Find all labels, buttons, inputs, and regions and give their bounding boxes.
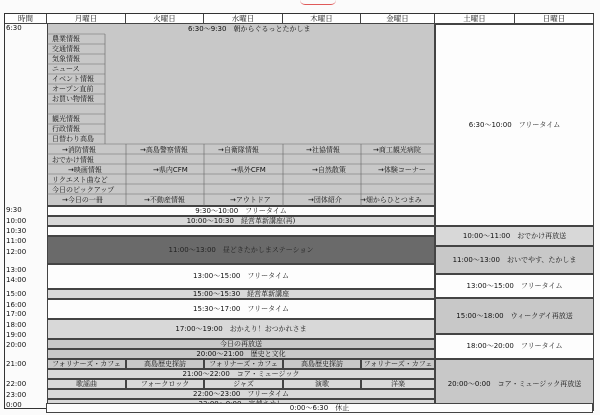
time-label: 12:00 <box>6 248 27 256</box>
morning-sub-item: →県外CFM <box>231 166 266 174</box>
morning-sub-item: →自衛隊情報 <box>218 146 259 154</box>
weekend-odekake-rerun: 10:00〜11:00 おでかけ再放送 <box>435 226 594 246</box>
morning-item: ニュース <box>52 65 80 73</box>
program-blank-1030 <box>47 226 435 236</box>
time-label: 9:30 <box>6 206 22 214</box>
program-yogaku: 洋楽 <box>361 379 435 389</box>
morning-sub-item: →社協情報 <box>306 146 340 154</box>
program-folk-rock: フォークロック <box>126 379 204 389</box>
morning-item: おでかけ情報 <box>52 156 94 164</box>
program-keiei-rerun: 10:00〜10:30 経営革新講座(再) <box>47 216 435 226</box>
morning-item: 日替わり高島 <box>52 135 94 143</box>
program-hirudoki-station: 11:00〜13:00 昼どきたかしまステーション <box>47 236 435 264</box>
program-foreigners-cafe: フォリナーズ・カフェ <box>47 359 126 369</box>
weekend-free-1300: 13:00〜15:00 フリータイム <box>435 274 594 298</box>
program-free-1300: 13:00〜15:00 フリータイム <box>47 264 435 289</box>
time-label: 0:00 <box>6 401 22 409</box>
morning-item: 農業情報 <box>52 35 80 43</box>
morning-title: 6:30〜9:30 朝からぐるっとたかしま <box>188 25 311 33</box>
time-header: 時間 <box>5 14 47 24</box>
program-foreigners-cafe: フォリナーズ・カフェ <box>361 359 435 369</box>
morning-sub-item: →県内CFM <box>153 166 188 174</box>
program-rest: 0:00〜6:30 休止 <box>46 403 593 413</box>
program-enka: 演歌 <box>283 379 361 389</box>
weekend-oideyasu: 11:00〜13:00 おいでやす、たかしま <box>435 246 594 274</box>
morning-item: 観光情報 <box>52 115 80 123</box>
day-header-sun: 日曜日 <box>515 14 594 24</box>
day-header-tue: 火曜日 <box>126 14 204 24</box>
program-free-1530: 15:30〜17:00 フリータイム <box>47 299 435 319</box>
morning-item: 気象情報 <box>52 55 80 63</box>
morning-item: 行政情報 <box>52 125 80 133</box>
program-takashima-history: 高島歴史探訪 <box>126 359 204 369</box>
program-okaeri: 17:00〜19:00 おかえり！おつかれさま <box>47 319 435 339</box>
time-label: 10:30 <box>6 227 27 235</box>
time-label: 20:00 <box>6 341 27 349</box>
program-rerun-today: 今日の再放送 <box>47 339 435 349</box>
program-keiei-live: 15:00〜15:30 経営革新講座 <box>47 289 435 299</box>
program-jazz: ジャズ <box>204 379 283 389</box>
morning-item: オープン直前 <box>52 85 94 93</box>
program-free-0930: 9:30〜10:00 フリータイム <box>47 206 435 216</box>
time-label: 21:00 <box>6 360 27 368</box>
time-label: 15:00 <box>6 290 27 298</box>
time-label: 22:00 <box>6 380 27 388</box>
day-header-wed: 水曜日 <box>204 14 283 24</box>
weekend-weekday-rerun: 15:00〜18:00 ウィークデイ再放送 <box>435 298 594 334</box>
morning-sub-item: →高島警察情報 <box>140 146 188 154</box>
morning-sub-item: →不動産情報 <box>144 196 185 204</box>
day-header-sat: 土曜日 <box>435 14 515 24</box>
morning-sub-item: →自然散策 <box>312 166 346 174</box>
program-kayokyoku: 歌謡曲 <box>47 379 126 389</box>
time-label: 19:00 <box>6 331 27 339</box>
morning-row-lines <box>47 24 435 206</box>
program-history-culture: 20:00〜21:00 歴史と文化 <box>47 349 435 359</box>
time-label: 14:00 <box>6 276 27 284</box>
time-label: 17:00 <box>6 310 27 318</box>
weekend-free-1800: 18:00〜20:00 フリータイム <box>435 334 594 359</box>
morning-item: イベント情報 <box>52 75 94 83</box>
program-takashima-history: 高島歴史探訪 <box>283 359 361 369</box>
red-ink-mark <box>300 0 336 5</box>
program-foreigners-cafe: フォリナーズ・カフェ <box>204 359 283 369</box>
program-free-2200: 22:00〜23:00 フリータイム <box>47 389 435 399</box>
program-core-music: 21:00〜22:00 コア・ミュージック <box>47 369 435 379</box>
morning-item: リクエスト曲など <box>52 176 108 184</box>
time-label: 23:00 <box>6 391 27 399</box>
morning-sub-item: →消防情報 <box>62 146 96 154</box>
morning-sub-item: →商工観光病院 <box>373 146 421 154</box>
morning-item: 交通情報 <box>52 45 80 53</box>
time-label: 13:00 <box>6 266 27 274</box>
weekend-free-morning: 6:30〜10:00 フリータイム <box>435 24 594 226</box>
time-label: 11:00 <box>6 237 27 245</box>
time-label: 18:00 <box>6 321 27 329</box>
day-header-thu: 木曜日 <box>283 14 361 24</box>
morning-sub-item: →アウトドア <box>230 196 271 204</box>
time-label: 10:00 <box>6 217 27 225</box>
time-label: 16:00 <box>6 301 27 309</box>
day-header-fri: 金曜日 <box>361 14 435 24</box>
morning-item: お買い物情報 <box>52 95 94 103</box>
schedule-grid <box>4 13 594 409</box>
morning-sub-item: →畑からひとつまみ <box>360 196 422 204</box>
morning-sub-item: →映画情報 <box>68 166 102 174</box>
morning-sub-item: →今日の一冊 <box>62 196 103 204</box>
weekend-core-music-rerun: 20:00〜0:00 コア・ミュージック再放送 <box>435 359 594 409</box>
time-label: 6:30 <box>6 24 22 32</box>
day-header-mon: 月曜日 <box>47 14 126 24</box>
morning-sub-item: →団体紹介 <box>308 196 342 204</box>
morning-item: 今日のピックアップ <box>52 186 115 194</box>
morning-sub-item: →体験コーナー <box>378 166 426 174</box>
